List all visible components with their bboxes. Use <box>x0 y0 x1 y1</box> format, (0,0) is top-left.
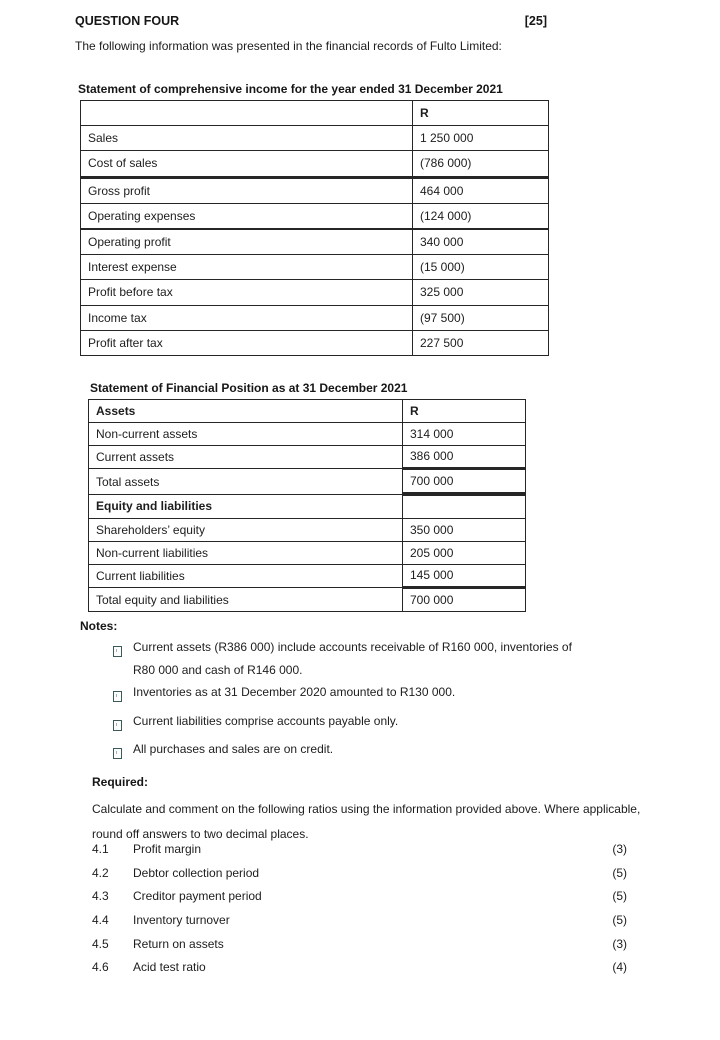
section-label: Equity and liabilities <box>89 494 403 518</box>
row-value: (15 000) <box>413 255 549 280</box>
table-row <box>89 445 526 469</box>
item-marks: (5) <box>612 889 627 904</box>
table-row <box>89 469 526 494</box>
row-value: (97 500) <box>413 305 549 330</box>
table-row <box>81 330 549 355</box>
row-label: Sales <box>81 126 413 151</box>
table-row <box>81 229 549 255</box>
row-value: 350 000 <box>403 518 526 541</box>
row-value: 1 250 000 <box>413 126 549 151</box>
row-value: 464 000 <box>413 177 549 203</box>
list-item <box>92 960 627 984</box>
row-label: Non-current assets <box>89 422 403 445</box>
item-number: 4.3 <box>92 889 109 904</box>
table-row <box>89 588 526 612</box>
list-item <box>113 636 595 681</box>
required-heading: Required: <box>92 775 149 789</box>
row-value: 700 000 <box>403 588 526 612</box>
table-row <box>81 280 549 305</box>
item-number: 4.1 <box>92 842 109 856</box>
note-text: Current assets (R386 000) include accounts receivable of R160 000, inventories of R80 000 and cash of R146 000. <box>133 640 572 677</box>
table-row <box>89 422 526 445</box>
item-marks: (4) <box>612 960 627 975</box>
row-value: 145 000 <box>403 564 526 588</box>
note-text: All purchases and sales are on credit. <box>133 742 334 757</box>
row-label: Current assets <box>89 445 403 469</box>
table-row <box>89 564 526 588</box>
item-marks: (5) <box>612 913 627 928</box>
row-value: 700 000 <box>403 469 526 494</box>
list-item <box>113 710 595 739</box>
row-label: Interest expense <box>81 255 413 280</box>
list-item <box>113 738 595 767</box>
column-header-r: R <box>413 101 549 126</box>
row-value: 205 000 <box>403 541 526 564</box>
row-value: (124 000) <box>413 203 549 229</box>
list-item <box>92 889 627 913</box>
item-label: Return on assets <box>133 936 224 951</box>
list-item <box>92 866 627 890</box>
column-header-r: R <box>403 400 526 423</box>
row-label: Operating expenses <box>81 203 413 229</box>
item-marks: (5) <box>612 865 627 880</box>
row-label: Income tax <box>81 305 413 330</box>
table-row <box>89 494 526 518</box>
item-number: 4.2 <box>92 865 109 880</box>
table-row <box>81 305 549 330</box>
row-label: Operating profit <box>81 229 413 255</box>
row-value: (786 000) <box>413 151 549 177</box>
income-statement-table <box>80 100 549 356</box>
financial-position-title: Statement of Financial Position as at 31 December 2021 <box>90 381 408 395</box>
row-label: Current liabilities <box>89 564 403 588</box>
row-value: 325 000 <box>413 280 549 305</box>
item-label: Inventory turnover <box>133 913 230 928</box>
item-label: Profit margin <box>133 842 202 856</box>
notes-heading: Notes: <box>80 619 118 633</box>
item-label: Debtor collection period <box>133 865 260 880</box>
list-item <box>92 937 627 961</box>
row-value: 314 000 <box>403 422 526 445</box>
item-label: Creditor payment period <box>133 889 262 904</box>
item-number: 4.5 <box>92 936 109 951</box>
bullet-icon <box>113 681 133 710</box>
bullet-icon <box>113 636 133 665</box>
assets-header: Assets <box>89 400 403 423</box>
table-row <box>89 518 526 541</box>
row-label: Total assets <box>89 469 403 494</box>
item-number: 4.4 <box>92 913 109 928</box>
row-value: 340 000 <box>413 229 549 255</box>
row-value <box>403 494 526 518</box>
table-row <box>89 541 526 564</box>
row-value: 227 500 <box>413 330 549 355</box>
required-instruction: Calculate and comment on the following ratios using the information provided above. Where applicable, round off answers to two decimal places. <box>92 802 641 841</box>
row-label: Profit after tax <box>81 330 413 355</box>
row-label: Shareholders’ equity <box>89 518 403 541</box>
table-header-row <box>81 101 549 126</box>
row-label: Total equity and liabilities <box>89 588 403 612</box>
table-row <box>81 151 549 177</box>
note-text: Current liabilities comprise accounts payable only. <box>133 713 399 728</box>
table-row <box>81 255 549 280</box>
list-item <box>92 842 627 866</box>
row-label: Profit before tax <box>81 280 413 305</box>
item-marks: (3) <box>612 936 627 951</box>
item-label: Acid test ratio <box>133 960 206 975</box>
income-statement-title: Statement of comprehensive income for the year ended 31 December 2021 <box>78 82 503 96</box>
item-marks: (3) <box>612 842 627 856</box>
row-value: 386 000 <box>403 445 526 469</box>
bullet-icon <box>113 710 133 739</box>
bullet-icon <box>113 738 133 767</box>
row-label: Non-current liabilities <box>89 541 403 564</box>
question-title: QUESTION FOUR <box>75 14 180 28</box>
empty-header-cell <box>81 101 413 126</box>
required-items <box>92 842 627 984</box>
intro-text: The following information was presented in the financial records of Fulto Limited: <box>75 39 502 53</box>
table-row <box>81 203 549 229</box>
notes-list <box>113 636 595 767</box>
table-header-row <box>89 400 526 423</box>
total-marks: [25] <box>524 14 547 28</box>
list-item <box>92 913 627 937</box>
list-item <box>113 681 595 710</box>
financial-position-table <box>88 399 526 612</box>
note-text: Inventories as at 31 December 2020 amounted to R130 000. <box>133 685 456 700</box>
item-number: 4.6 <box>92 960 109 975</box>
row-label: Cost of sales <box>81 151 413 177</box>
table-row <box>81 177 549 203</box>
table-row <box>81 126 549 151</box>
question-header <box>75 14 547 28</box>
row-label: Gross profit <box>81 177 413 203</box>
